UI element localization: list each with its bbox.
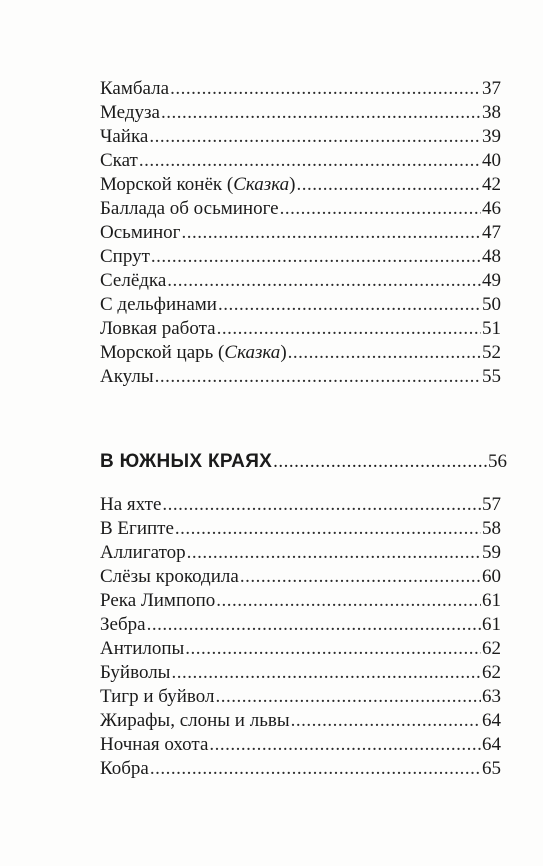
toc-entry-title: Баллада об осьминоге [100,198,279,219]
toc-entry [100,293,501,317]
toc-entry-title: Медуза [100,102,160,123]
section-page: 56 [488,451,507,472]
toc-entry-page: 65 [482,758,501,779]
toc-entry-title: Тигр и буйвол [100,686,215,707]
toc-entry-page: 62 [482,638,501,659]
section-title: В ЮЖНЫХ КРАЯХ [100,451,273,472]
toc-entry-title: Селёдка [100,270,167,291]
toc-entry-page: 46 [482,198,501,219]
toc-entry-title: Ловкая работа [100,318,216,339]
toc-entry-page: 38 [482,102,501,123]
toc-entry-page: 58 [482,518,501,539]
toc-entry [100,245,501,269]
toc-entry [100,493,501,517]
toc-entry [100,149,501,173]
dot-leader [218,293,481,317]
dot-leader [216,589,481,613]
dot-leader [151,245,481,269]
toc-entry-page: 37 [482,78,501,99]
toc-entry [100,317,501,341]
toc-entry-title [100,341,287,365]
toc-entry-title: Акулы [100,366,154,387]
toc-entry-page: 42 [482,174,501,195]
dot-leader [155,365,481,389]
dot-leader [170,77,481,101]
dot-leader [150,757,481,781]
toc-entry-page: 64 [482,710,501,731]
toc-entry-title: Ночная охота [100,734,209,755]
toc-entry-title: Спрут [100,246,150,267]
toc-entry [100,197,501,221]
toc-entry-page: 62 [482,662,501,683]
dot-leader [139,149,481,173]
toc-entry-title: Река Лимпопо [100,590,216,611]
dot-leader [215,685,481,709]
toc-entry-page: 40 [482,150,501,171]
toc-entry [100,125,501,149]
toc-entry-page: 39 [482,126,501,147]
toc-entry [100,517,501,541]
section-heading [100,449,507,475]
dot-leader [185,637,481,661]
toc-entry [100,341,501,365]
dot-leader [217,317,481,341]
toc-entry-title: Осьминог [100,222,181,243]
toc-entry-title: С дельфинами [100,294,217,315]
toc-entry-title: Кобра [100,758,149,779]
dot-leader [161,101,481,125]
toc-entry [100,101,501,125]
toc-entry [100,365,501,389]
toc-entry-title: Скат [100,150,138,171]
dot-leader [291,709,481,733]
toc-entry-title: Камбала [100,78,170,99]
toc-entry [100,269,501,293]
toc-entry [100,661,501,685]
toc-entry-title: Буйволы [100,662,171,683]
toc-entry [100,685,501,709]
dot-leader [187,541,481,565]
toc-entry [100,541,501,565]
toc-entry-page: 51 [482,318,501,339]
toc-entry [100,589,501,613]
toc-entry [100,221,501,245]
toc-list-south [100,493,501,781]
toc-entry-page: 48 [482,246,501,267]
title-italic: Сказка [224,342,281,363]
dot-leader [147,613,481,637]
title-close: ) [280,342,287,363]
toc-entry-page: 61 [482,590,501,611]
toc-entry-page: 50 [482,294,501,315]
toc-entry-title: Чайка [100,126,149,147]
toc-entry-page: 63 [482,686,501,707]
toc-entry-page: 49 [482,270,501,291]
toc-entry [100,565,501,589]
toc-entry-page: 47 [482,222,501,243]
toc-entry-title: На яхте [100,494,162,515]
toc-entry [100,709,501,733]
toc-entry-page: 61 [482,614,501,635]
toc-entry-title: Антилопы [100,638,185,659]
dot-leader [175,517,481,541]
dot-leader [171,661,481,685]
dot-leader [181,221,481,245]
dot-leader [273,449,487,475]
toc-entry-title: Слёзы крокодила [100,566,239,587]
dot-leader [209,733,481,757]
toc-entry [100,173,501,197]
dot-leader [149,125,481,149]
dot-leader [296,173,481,197]
toc-entry-title: Зебра [100,614,146,635]
dot-leader [162,493,481,517]
dot-leader [167,269,481,293]
toc-entry [100,757,501,781]
title-italic: Сказка [233,174,290,195]
toc-entry-page: 55 [482,366,501,387]
title-close: ) [289,174,296,195]
toc-entry [100,733,501,757]
toc-entry-title [100,173,295,197]
dot-leader [280,197,481,221]
toc-entry [100,77,501,101]
title-text: Морской царь ( [100,342,225,363]
toc-entry [100,637,501,661]
toc-entry [100,613,501,637]
toc-entry-title: Аллигатор [100,542,186,563]
toc-list-sea [100,77,501,389]
toc-entry-title: Жирафы, слоны и львы [100,710,290,731]
toc-entry-page: 59 [482,542,501,563]
toc-entry-page: 60 [482,566,501,587]
dot-leader [288,341,481,365]
toc-entry-page: 57 [482,494,501,515]
title-text: Морской конёк ( [100,174,234,195]
toc-entry-page: 64 [482,734,501,755]
toc-entry-title: В Египте [100,518,174,539]
dot-leader [240,565,481,589]
toc-entry-page: 52 [482,342,501,363]
